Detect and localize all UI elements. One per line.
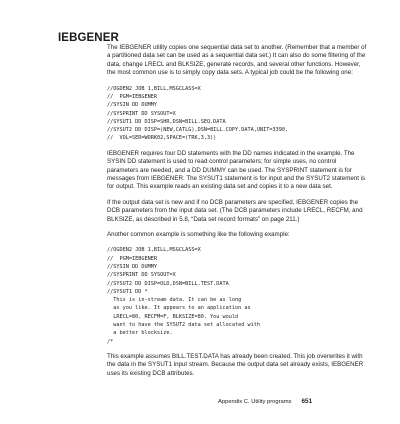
paragraph-conclusion: This example assumes BILL.TEST.DATA has already been created. This job overwrites it with the data in the SYSUT1 input stream. Because the output data set already exists, IEBGENER uses its existing DCB attributes. — [107, 352, 364, 377]
paragraph-another-example: Another common example is something like the following example: — [107, 230, 290, 238]
footer-chapter: Appendix C. Utility programs — [218, 399, 292, 405]
paragraph-dd-statements: IEBGENER requires four DD statements with the DD names indicated in the example. The SYSIN DD statement is used to read control parameters; for simple uses, no control parameters are needed, and a DD DUMMY can be used. The SYSPRINT statement is for messages from IEBGENER. The SYSUT1 statement is for input and the SYSUT2 statement is for output. This example reads an existing data set and copies it to a new data set. — [107, 149, 366, 191]
page-footer — [218, 398, 312, 405]
code-block-copy-job: //OGDEN2 JOB 1,BILL,MSGCLASS=X // PGM=IEBGENER //SYSIN DD DUMMY //SYSPRINT DD SYSOUT=X //SYSUT1 DD DISP=SHR,DSN=BILL.SEQ.DATA //SYSUT2 DD DISP=(NEW,CATLG),DSN=BILL.COPY.DATA,UNIT=3390, // VOL=SER=WORK02,SPACE=(TRK,3,3)) — [107, 85, 289, 142]
paragraph-dcb-parameters: If the output data set is new and if no DCB parameters are specified, IEBGENER copies the DCB parameters from the input data set. (The DCB parameters include LRECL, RECFM, and BLKSIZE, as described in 5.8, “Data set record formats” on page 211.) — [107, 198, 363, 223]
body-column — [107, 44, 369, 385]
paragraph-intro: The IEBGENER utility copies one sequential data set to another. (Remember that a member of a partitioned data set can be used as a sequential data set.) It can also do some filtering of the data, change LRECL and BLKSIZE, generate records, and several other functions. However, the most common use is to simply copy data sets. A typical job could be the following one: — [107, 44, 367, 77]
page-number: 651 — [301, 398, 313, 405]
code-block-instream-job: //OGDEN2 JOB 1,BILL,MSGCLASS=X // PGM=IEBGENER //SYSIN DD DUMMY //SYSPRINT DD SYSOUT=X //SYSUT2 DD DISP=OLD,DSN=BILL.TEST.DATA //SYSUT1 DD * This is in-stream data. It can be as long as you like. It appears to an application as LRECL=80, RECFM=F, BLKSIZE=80. You would want to have the SYSUT2 data set allocated with a better blocksize. /* — [107, 247, 261, 345]
section-title: IEBGENER — [58, 32, 119, 44]
